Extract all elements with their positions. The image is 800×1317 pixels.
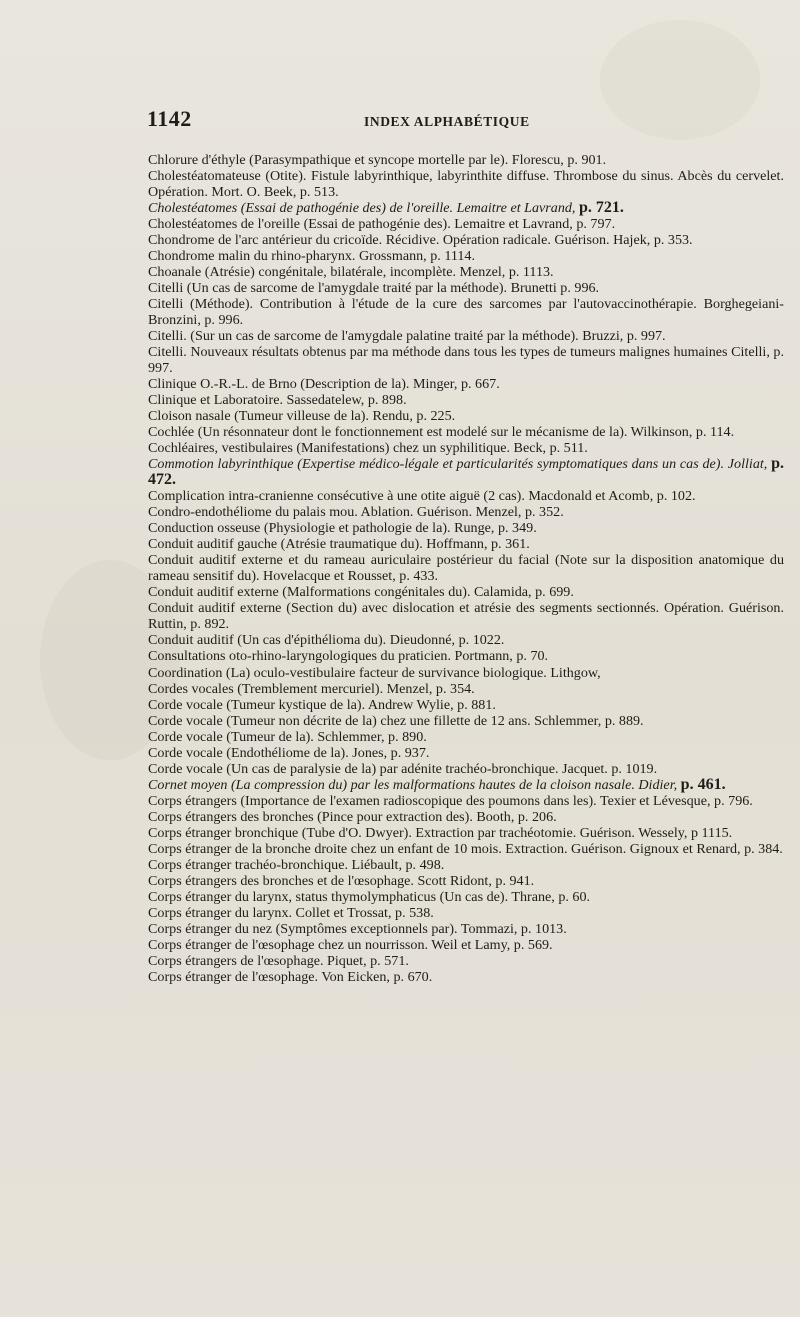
index-entry bbox=[148, 665, 784, 681]
entry-page-ref: p. 1113. bbox=[508, 264, 554, 281]
entry-page-ref: p. 997. bbox=[626, 328, 666, 345]
index-entry bbox=[148, 873, 784, 889]
entry-page-ref: p. 1114. bbox=[430, 248, 475, 265]
entry-page-ref: p. 667. bbox=[460, 376, 500, 393]
index-entry bbox=[148, 857, 784, 873]
entry-text: Corps étranger de l'œsophage chez un nourrisson. Weil et Lamy, bbox=[148, 936, 514, 953]
index-entry bbox=[148, 248, 784, 264]
entry-page-ref: p. 996. bbox=[560, 280, 600, 297]
entry-page-ref: p. 901. bbox=[567, 152, 607, 168]
index-entry bbox=[148, 793, 784, 809]
entry-text: Consultations oto-rhino-laryngologiques du praticien. Portmann, bbox=[148, 648, 517, 665]
index-entry bbox=[148, 552, 784, 584]
entry-page-ref: p. 352. bbox=[524, 504, 564, 521]
entry-text: Citelli. (Sur un cas de sarcome de l'amygdale palatine traité par la méthode). Bruzzi, bbox=[148, 328, 627, 345]
index-entry bbox=[148, 520, 784, 536]
index-entry bbox=[148, 296, 784, 328]
index-entry bbox=[148, 600, 784, 632]
entry-text: Corps étranger du larynx, status thymolymphaticus (Un cas de). Thrane, bbox=[148, 888, 559, 905]
index-entry bbox=[148, 761, 784, 777]
entry-text: Citelli (Un cas de sarcome de l'amygdale traité par la méthode). Brunetti bbox=[148, 280, 561, 297]
entry-page-ref: p. 996. bbox=[204, 312, 244, 329]
entry-page-ref: p. 1019. bbox=[611, 760, 658, 777]
entry-page-ref: p. 354. bbox=[435, 680, 475, 697]
entry-page-ref: p. 225. bbox=[416, 408, 456, 425]
entry-text: Cholestéatomes (Essai de pathogénie des) de l'oreille. Lemaitre et Lavrand, bbox=[148, 200, 579, 217]
index-entry bbox=[148, 937, 784, 953]
entry-text: Cholestéatomes de l'oreille (Essai de pathogénie des). Lemaitre et Lavrand, bbox=[148, 216, 577, 233]
entry-text: Conduit auditif externe et du rameau auriculaire postérieur du facial (Note sur la disposition anatomique du rameau sensitif du). Hovelacque et Rousset, bbox=[148, 552, 784, 585]
entry-page-ref: p. 670. bbox=[393, 968, 433, 985]
entry-text: Corps étranger bronchique (Tube d'O. Dwyer). Extraction par trachéotomie. Guérison. Wessely, bbox=[148, 824, 691, 841]
entry-text: Conduit auditif externe (Malformations congénitales du). Calamida, bbox=[148, 584, 536, 601]
index-entries bbox=[148, 152, 784, 985]
entry-text: Corps étrangers des bronches (Pince pour extraction des). Booth, bbox=[148, 808, 518, 825]
entry-page-ref: p. 941. bbox=[495, 872, 535, 889]
entry-page-ref: p. 538. bbox=[395, 904, 434, 921]
entry-page-ref: p. 472. bbox=[148, 455, 784, 489]
entry-text: Conduit auditif (Un cas d'épithélioma du). Dieudonné, bbox=[148, 632, 459, 649]
entry-text: Cornet moyen (La compression du) par les malformations hautes de la cloison nasale. Didier, bbox=[148, 776, 681, 793]
index-entry bbox=[148, 825, 784, 841]
index-entry bbox=[148, 328, 784, 344]
entry-page-ref: p. 353. bbox=[653, 232, 693, 249]
entry-page-ref: p 1115. bbox=[690, 824, 733, 841]
index-entry bbox=[148, 168, 784, 200]
page-header bbox=[147, 106, 767, 136]
entry-page-ref: p. 699. bbox=[535, 584, 574, 601]
entry-page-ref: p. 937. bbox=[390, 744, 430, 761]
index-entry bbox=[148, 264, 784, 280]
index-entry bbox=[148, 504, 784, 520]
entry-text: Corps étranger du larynx. Collet et Trossat, bbox=[148, 904, 396, 921]
index-entry bbox=[148, 905, 784, 921]
entry-text: Corps étrangers des bronches et de l'œsophage. Scott Ridont, bbox=[148, 872, 496, 889]
index-entry bbox=[148, 216, 784, 232]
index-entry bbox=[148, 921, 784, 937]
entry-page-ref: p. 881. bbox=[457, 696, 496, 713]
index-entry bbox=[148, 745, 784, 761]
index-entry bbox=[148, 440, 784, 456]
index-entry bbox=[148, 280, 784, 296]
index-entry bbox=[148, 456, 784, 488]
entry-text: Coordination (La) oculo-vestibulaire facteur de survivance biologique. Lithgow, bbox=[148, 664, 601, 681]
entry-text: Clinique et Laboratoire. Sassedatelew, bbox=[148, 392, 368, 409]
entry-page-ref: p. 890. bbox=[388, 728, 427, 745]
entry-text: Corps étranger trachéo-bronchique. Liébault, bbox=[148, 856, 406, 873]
entry-page-ref: p. 569. bbox=[513, 936, 553, 953]
entry-page-ref: p. 796. bbox=[714, 792, 753, 809]
index-entry bbox=[148, 697, 784, 713]
entry-page-ref: p. 102. bbox=[656, 488, 696, 505]
index-entry bbox=[148, 232, 784, 248]
entry-text: Cordes vocales (Tremblement mercuriel). Menzel, bbox=[148, 680, 436, 697]
entry-page-ref: p. 60. bbox=[558, 888, 591, 905]
index-entry bbox=[148, 152, 784, 168]
entry-page-ref: p. 349. bbox=[497, 520, 537, 537]
entry-text: Chondrome malin du rhino-pharynx. Grossmann, bbox=[148, 248, 431, 265]
entry-text: Conduit auditif externe (Section du) avec dislocation et atrésie des segments sectionnés. Opération. Guérison. Ruttin, bbox=[148, 600, 784, 633]
index-entry bbox=[148, 200, 784, 216]
entry-text: Complication intra-cranienne consécutive à une otite aiguë (2 cas). Macdonald et Acomb, bbox=[148, 488, 657, 505]
index-entry bbox=[148, 424, 784, 440]
index-entry bbox=[148, 809, 784, 825]
entry-page-ref: p. 433. bbox=[399, 568, 439, 585]
entry-text: Citelli. Nouveaux résultats obtenus par ma méthode dans tous les types de tumeurs malignes humaines Citelli, bbox=[148, 344, 774, 361]
entry-text: Conduit auditif gauche (Atrésie traumatique du). Hoffmann, bbox=[148, 536, 491, 553]
index-entry bbox=[148, 408, 784, 424]
entry-text: Corde vocale (Tumeur kystique de la). Andrew Wylie, bbox=[148, 696, 458, 713]
entry-page-ref: p. 114. bbox=[695, 424, 735, 441]
entry-page-ref: p. 1013. bbox=[520, 920, 567, 937]
entry-page-ref: p. 384. bbox=[744, 840, 783, 857]
index-entry bbox=[148, 632, 784, 648]
entry-page-ref: p. 797. bbox=[576, 216, 616, 233]
entry-text: Corde vocale (Tumeur de la). Schlemmer, bbox=[148, 728, 389, 745]
entry-page-ref: p. 898. bbox=[367, 392, 407, 409]
entry-page-ref: p. 571. bbox=[370, 952, 409, 969]
entry-page-ref: p. 513. bbox=[299, 184, 339, 201]
entry-page-ref: p. 997. bbox=[148, 344, 784, 377]
entry-text: Corde vocale (Un cas de paralysie de la) par adénite trachéo-bronchique. Jacquet. bbox=[148, 760, 612, 777]
entry-text: Choanale (Atrésie) congénitale, bilatérale, incomplète. Menzel, bbox=[148, 264, 509, 281]
entry-text: Chlorure d'éthyle (Parasympathique et syncope mortelle par le). Florescu, bbox=[148, 152, 568, 168]
index-entry bbox=[148, 681, 784, 697]
index-entry bbox=[148, 729, 784, 745]
entry-page-ref: p. 892. bbox=[190, 616, 230, 633]
entry-text: Corde vocale (Tumeur non décrite de la) chez une fillette de 12 ans. Schlemmer, bbox=[148, 712, 605, 729]
index-entry bbox=[148, 648, 784, 664]
index-entry bbox=[148, 953, 784, 969]
entry-page-ref: p. 461. bbox=[680, 775, 726, 793]
entry-page-ref: p. 361. bbox=[491, 536, 530, 553]
entry-page-ref: p. 206. bbox=[517, 808, 557, 825]
entry-page-ref: p. 1022. bbox=[458, 632, 505, 649]
entry-text: Corps étrangers de l'œsophage. Piquet, bbox=[148, 952, 371, 969]
index-entry bbox=[148, 376, 784, 392]
entry-text: Cloison nasale (Tumeur villeuse de la). Rendu, bbox=[148, 408, 417, 425]
entry-page-ref: p. 511. bbox=[549, 440, 588, 457]
entry-text: Chondrome de l'arc antérieur du cricoïde. Récidive. Opération radicale. Guérison. Hajek, bbox=[148, 232, 654, 249]
entry-text: Condro-endothéliome du palais mou. Ablation. Guérison. Menzel, bbox=[148, 504, 525, 521]
page-number: 1142 bbox=[147, 106, 192, 131]
entry-text: Cochléaires, vestibulaires (Manifestations) chez un syphilitique. Beck, bbox=[148, 440, 550, 457]
entry-text: Corps étranger de la bronche droite chez un enfant de 10 mois. Extraction. Guérison. Gignoux et Renard, bbox=[148, 840, 745, 857]
index-entry bbox=[148, 969, 784, 985]
entry-page-ref: p. 889. bbox=[604, 712, 644, 729]
entry-text: Clinique O.-R.-L. de Brno (Description de la). Minger, bbox=[148, 376, 461, 393]
entry-text: Cochlée (Un résonnateur dont le fonctionnement est modelé sur le mécanisme de la). Wilkinson, bbox=[148, 424, 696, 441]
entry-text: Corps étrangers (Importance de l'examen radioscopique des poumons dans les). Texier et Lévesque, bbox=[148, 792, 715, 809]
entry-text: Corps étranger du nez (Symptômes exceptionnels par). Tommazi, bbox=[148, 920, 521, 937]
entry-page-ref: p. 70. bbox=[516, 648, 549, 665]
index-entry bbox=[148, 841, 784, 857]
entry-text: Cholestéatomateuse (Otite). Fistule labyrinthique, labyrinthite diffuse. Thrombose du sinus. Abcès du cervelet. Opération. Mort. O. Beek, bbox=[148, 168, 784, 201]
entry-text: Corps étranger de l'œsophage. Von Eicken, bbox=[148, 968, 394, 985]
entry-page-ref: p. 498. bbox=[405, 856, 445, 873]
entry-page-ref: p. 721. bbox=[578, 199, 624, 217]
index-entry bbox=[148, 777, 784, 793]
index-entry bbox=[148, 713, 784, 729]
entry-text: Conduction osseuse (Physiologie et pathologie de la). Runge, bbox=[148, 520, 498, 537]
index-entry bbox=[148, 536, 784, 552]
entry-text: Commotion labyrinthique (Expertise médico-légale et particularités symptomatiques dans un cas de). Jolliat, bbox=[148, 456, 772, 473]
entry-text: Citelli (Méthode). Contribution à l'étude de la cure des sarcomes par l'autovaccinothérapie. Borghegeiani-Bronzini, bbox=[148, 296, 784, 329]
index-entry bbox=[148, 344, 784, 376]
index-entry bbox=[148, 488, 784, 504]
entry-text: Corde vocale (Endothéliome de la). Jones, bbox=[148, 744, 391, 761]
index-entry bbox=[148, 392, 784, 408]
index-entry bbox=[148, 889, 784, 905]
running-head: INDEX ALPHABÉTIQUE bbox=[364, 114, 530, 129]
index-entry bbox=[148, 584, 784, 600]
